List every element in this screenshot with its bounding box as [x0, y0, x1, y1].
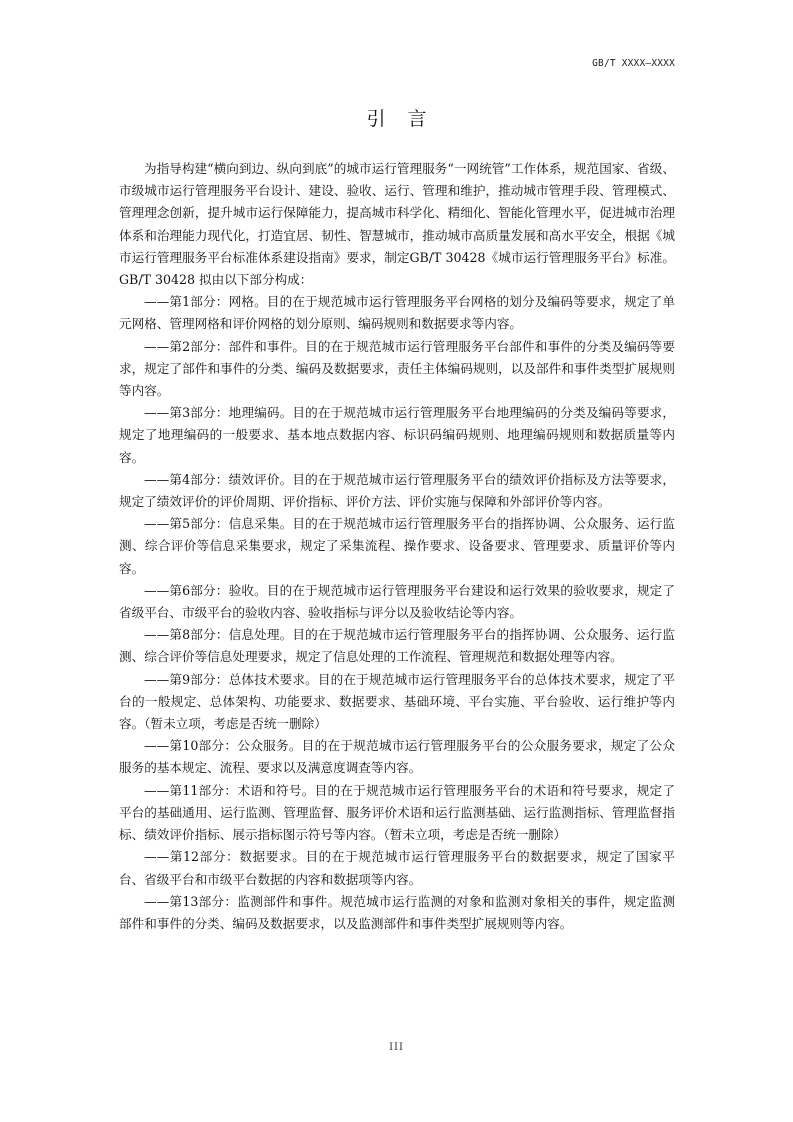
- standard-code: GB/T XXXX—XXXX: [592, 58, 675, 69]
- page-title: 引言: [366, 108, 449, 130]
- part-2-paragraph: ——第2部分：部件和事件。目的在于规范城市运行管理服务平台部件和事件的分类及编码等要求，规定了部件和事件的分类、编码及数据要求，责任主体编码规则，以及部件和事件类型扩展规则等内容。: [119, 338, 675, 399]
- page-number: III: [389, 1042, 404, 1053]
- part-4-paragraph: ——第4部分：绩效评价。目的在于规范城市运行管理服务平台的绩效评价指标及方法等要求，规定了绩效评价的评价周期、评价指标、评价方法、评价实施与保障和外部评价等内容。: [119, 471, 675, 510]
- part-12-paragraph: ——第12部分：数据要求。目的在于规范城市运行管理服务平台的数据要求，规定了国家平台、省级平台和市级平台数据的内容和数据项等内容。: [119, 849, 675, 887]
- part-6-paragraph: ——第6部分：验收。目的在于规范城市运行管理服务平台建设和运行效果的验收要求，规定了省级平台、市级平台的验收内容、验收指标与评分以及验收结论等内容。: [119, 582, 675, 621]
- part-3-paragraph: ——第3部分：地理编码。目的在于规范城市运行管理服务平台地理编码的分类及编码等要求，规定了地理编码的一般要求、基本地点数据内容、标识码编码规则、地理编码规则和数据质量等内容。: [119, 405, 675, 465]
- part-13-paragraph: ——第13部分：监测部件和事件。规范城市运行监测的对象和监测对象相关的事件，规定监测部件和事件的分类、编码及数据要求，以及监测部件和事件类型扩展规则等内容。: [119, 893, 675, 931]
- part-10-paragraph: ——第10部分：公众服务。目的在于规范城市运行管理服务平台的公众服务要求，规定了公众服务的基本规定、流程、要求以及满意度调查等内容。: [119, 738, 675, 776]
- part-9-paragraph: ——第9部分：总体技术要求。目的在于规范城市运行管理服务平台的总体技术要求，规定了平台的一般规定、总体架构、功能要求、数据要求、基础环境、平台实施、平台验收、运行维护等内容。（暂未立项，考虑是否统一删除）: [119, 671, 675, 732]
- document-body: [119, 158, 675, 935]
- part-1-paragraph: ——第1部分：网格。目的在于规范城市运行管理服务平台网格的划分及编码等要求，规定了单元网格、管理网格和评价网格的划分原则、编码规则和数据要求等内容。: [119, 294, 675, 332]
- intro-paragraph: 为指导构建“横向到边、纵向到底”的城市运行管理服务“一网统管”工作体系，规范国家、省级、市级城市运行管理服务平台设计、建设、验收、运行、管理和维护，推动城市管理手段、管理模式、管理理念创新，提升城市运行保障能力，提高城市科学化、精细化、智能化管理水平，促进城市治理体系和治理能力现代化，打造宜居、韧性、智慧城市，推动城市高质量发展和高水平安全，根据《城市运行管理服务平台标准体系建设指南》要求，制定GB/T 30428《城市运行管理服务平台》标准。GB/T 30428 拟由以下部分构成：: [119, 161, 675, 288]
- part-8-paragraph: ——第8部分：信息处理。目的在于规范城市运行管理服务平台的指挥协调、公众服务、运行监测、综合评价等信息处理要求，规定了信息处理的工作流程、管理规范和数据处理等内容。: [119, 627, 675, 665]
- part-5-paragraph: ——第5部分：信息采集。目的在于规范城市运行管理服务平台的指挥协调、公众服务、运行监测、综合评价等信息采集要求，规定了采集流程、操作要求、设备要求、管理要求、质量评价等内容。: [119, 516, 675, 576]
- part-11-paragraph: ——第11部分：术语和符号。目的在于规范城市运行管理服务平台的术语和符号要求，规定了平台的基础通用、运行监测、管理监督、服务评价术语和运行监测基础、运行监测指标、管理监督指标、绩效评价指标、展示指标图示符号等内容。（暂未立项，考虑是否统一删除）: [119, 782, 675, 843]
